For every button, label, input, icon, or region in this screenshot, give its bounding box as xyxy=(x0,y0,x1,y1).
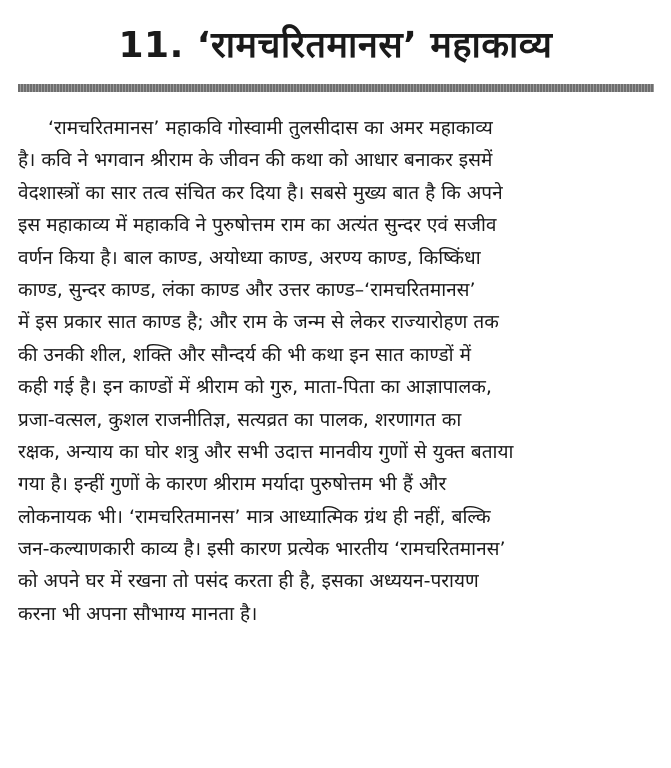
paragraph-line: जन-कल्याणकारी काव्य है। इसी कारण प्रत्येक भारतीय ‘रामचरितमानस’ xyxy=(18,538,506,561)
paragraph-line: वेदशास्त्रों का सार तत्व संचित कर दिया है। सबसे मुख्य बात है कि अपने xyxy=(18,181,503,204)
paragraph-line: की उनकी शील, शक्ति और सौन्दर्य की भी कथा इन सात काण्डों में xyxy=(18,343,471,366)
chapter-title: 11. ‘रामचरितमानस’ महाकाव्य xyxy=(118,25,553,66)
paragraph-line: है। कवि ने भगवान श्रीराम के जीवन की कथा को आधार बनाकर इसमें xyxy=(18,149,493,172)
paragraph-line: में इस प्रकार सात काण्ड है; और राम के जन्म से लेकर राज्यारोहण तक xyxy=(18,311,499,334)
paragraph-line: गया है। इन्हीं गुणों के कारण श्रीराम मर्यादा पुरुषोत्तम भी हैं और xyxy=(18,473,447,496)
paragraph-line: को अपने घर में रखना तो पसंद करता ही है, इसका अध्ययन-परायण xyxy=(18,570,479,593)
essay-paragraph xyxy=(18,112,652,630)
title-underline-rule xyxy=(18,84,654,92)
paragraph-line: रक्षक, अन्याय का घोर शत्रु और सभी उदात्त मानवीय गुणों से युक्त बताया xyxy=(18,440,514,463)
paragraph-line: प्रजा-वत्सल, कुशल राजनीतिज्ञ, सत्यव्रत का पालक, शरणागत का xyxy=(18,408,462,431)
paragraph-line: लोकनायक भी। ‘रामचरितमानस’ मात्र आध्यात्मिक ग्रंथ ही नहीं, बल्कि xyxy=(18,505,491,528)
paragraph-line: कही गई है। इन काण्डों में श्रीराम को गुरु, माता-पिता का आज्ञापालक, xyxy=(18,376,492,399)
paragraph-line: काण्ड, सुन्दर काण्ड, लंका काण्ड और उत्तर काण्ड–‘रामचरितमानस’ xyxy=(18,278,476,301)
paragraph-line: वर्णन किया है। बाल काण्ड, अयोध्या काण्ड, अरण्य काण्ड, किष्किंधा xyxy=(18,246,481,269)
paragraph-line: ‘रामचरितमानस’ महाकवि गोस्वामी तुलसीदास का अमर महाकाव्य xyxy=(48,117,493,139)
paragraph-line: इस महाकाव्य में महाकवि ने पुरुषोत्तम राम का अत्यंत सुन्दर एवं सजीव xyxy=(18,214,497,237)
paragraph-line: करना भी अपना सौभाग्य मानता है। xyxy=(18,602,258,625)
